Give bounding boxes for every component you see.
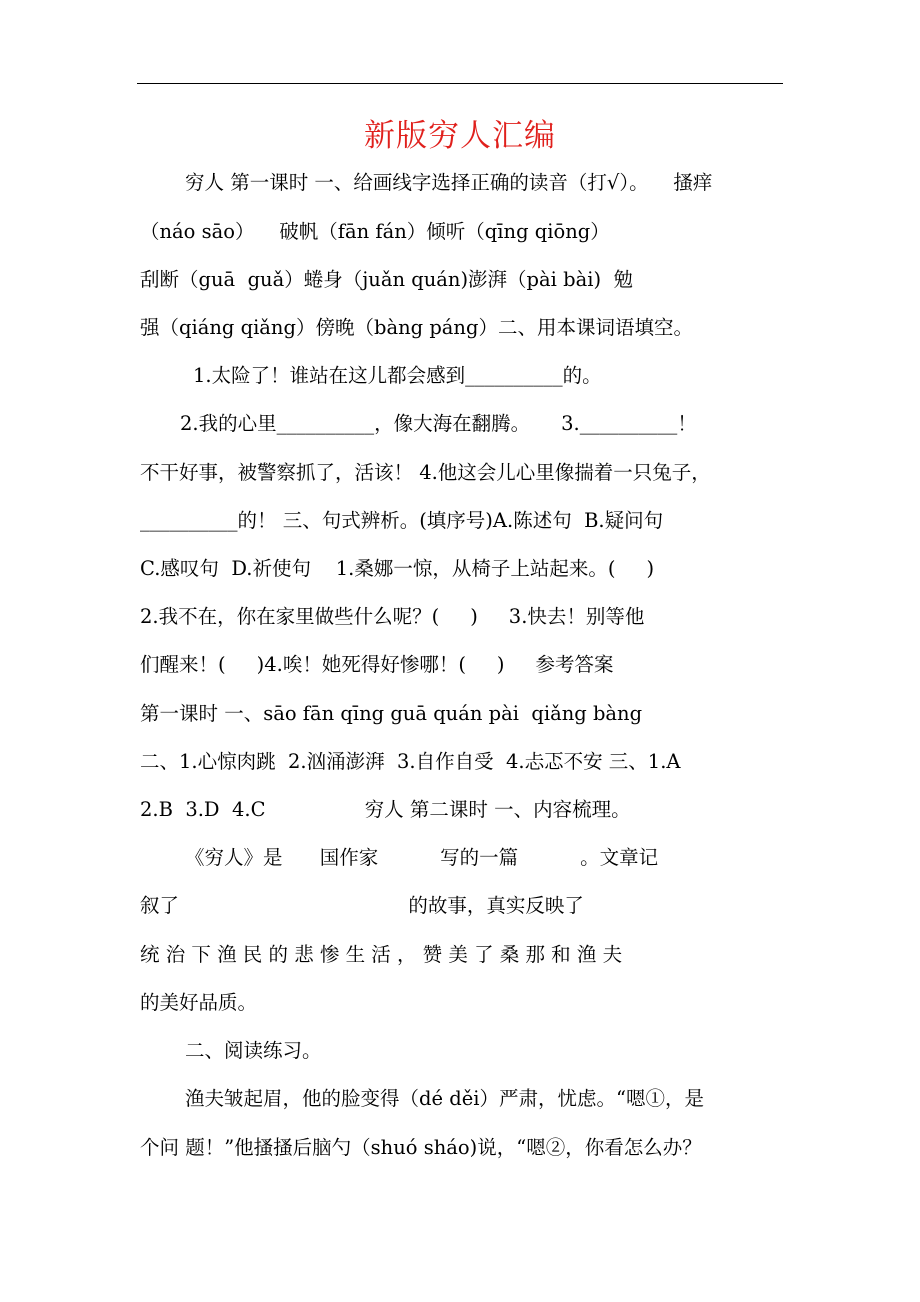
- text-line-8: __________的！ 三、句式辨析。(填序号)A.陈述句 B.疑问句: [140, 509, 664, 532]
- text-line-1: 穷人 第一课时 一、给画线字选择正确的读音（打√）。 搔痒: [185, 171, 713, 194]
- text-line-20: 渔夫皱起眉，他的脸变得（dé děi）严肃，忧虑。“嗯①，是: [185, 1087, 704, 1110]
- text-line-16: 叙了 的故事，真实反映了: [140, 894, 584, 917]
- text-line-2: （náo sāo） 破帆（fān fán）倾听（qīng qiōng）: [140, 220, 610, 243]
- document-title: 新版穷人汇编: [364, 118, 556, 154]
- text-line-19: 二、阅读练习。: [185, 1039, 322, 1062]
- header-rule: [137, 83, 783, 84]
- text-line-18: 的美好品质。: [140, 991, 258, 1014]
- text-line-4: 强（qiáng qiǎng）傍晚（bàng páng）二、用本课词语填空。: [140, 316, 693, 339]
- text-line-11: 们醒来！( )4.唉！她死得好惨哪！( ) 参考答案: [140, 653, 614, 676]
- text-line-6: 2.我的心里__________，像大海在翻腾。 3.__________！: [180, 412, 697, 435]
- text-line-14: 2.B 3.D 4.C 穷人 第二课时 一、内容梳理。: [140, 798, 631, 821]
- text-line-7: 不干好事，被警察抓了，活该！ 4.他这会儿心里像揣着一只兔子，: [140, 461, 711, 484]
- text-line-12: 第一课时 一、sāo fān qīng guā quán pài qiǎng bàng: [140, 702, 643, 725]
- text-line-10: 2.我不在，你在家里做些什么呢？( ) 3.快去！别等他: [140, 605, 645, 628]
- text-line-21: 个问 题！”他搔搔后脑勺（shuó sháo)说，“嗯②，你看怎么办？: [140, 1136, 702, 1159]
- text-line-5: 1.太险了！谁站在这儿都会感到__________的。: [193, 364, 602, 387]
- text-line-3: 刮断（guā guǎ）蜷身（juǎn quán)澎湃（pài bài) 勉: [140, 268, 633, 291]
- text-line-13: 二、1.心惊肉跳 2.汹涌澎湃 3.自作自受 4.忐忑不安 三、1.A: [140, 750, 681, 773]
- text-line-17: 统 治 下 渔 民 的 悲 惨 生 活 ， 赞 美 了 桑 那 和 渔 夫: [140, 943, 623, 966]
- text-line-15: 《穷人》是 国作家 写的一篇 。文章记: [185, 846, 659, 869]
- text-line-9: C.感叹句 D.祈使句 1.桑娜一惊，从椅子上站起来。( ): [140, 557, 655, 580]
